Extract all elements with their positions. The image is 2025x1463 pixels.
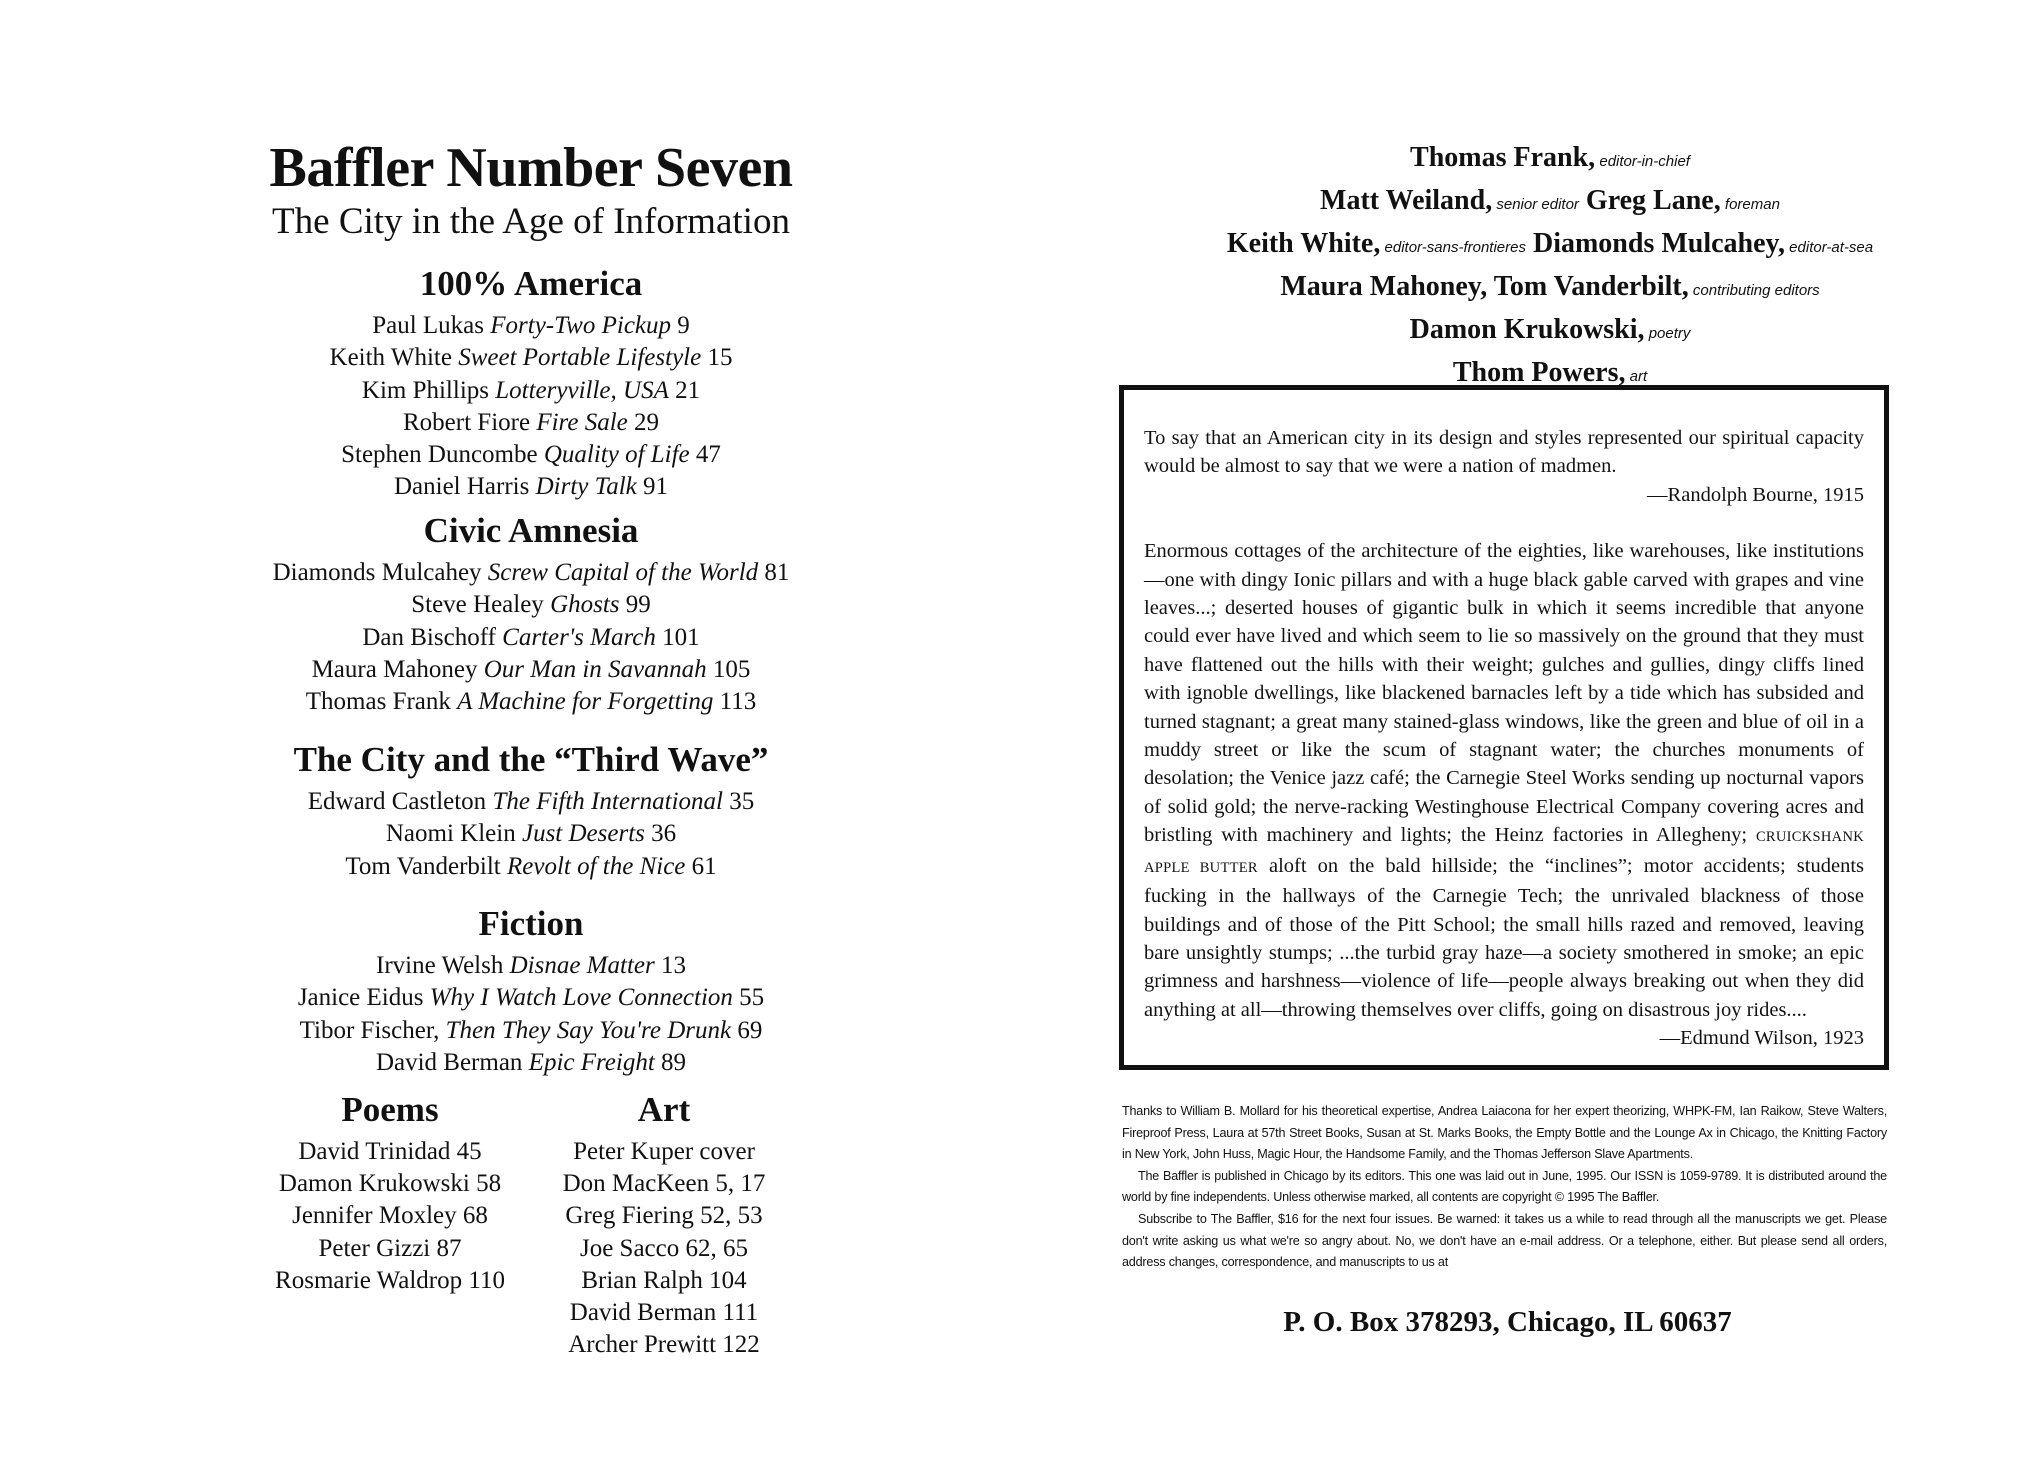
toc-entry — [246, 851, 816, 883]
entry-page: 13 — [660, 952, 686, 979]
staff-role: art — [1625, 368, 1648, 385]
entry-page: 15 — [707, 344, 733, 372]
entry-title: Revolt of the Nice — [507, 852, 686, 880]
entry-title: Epic Freight — [528, 1048, 655, 1076]
staff-name: Keith White, — [1226, 228, 1381, 259]
entry-author: Irvine Welsh — [376, 952, 504, 979]
toc-entry — [246, 589, 816, 621]
staff-role: editor-in-chief — [1595, 153, 1690, 170]
entry-author: Daniel Harris — [393, 473, 530, 501]
entry-page: 69 — [737, 1016, 763, 1044]
entry-page: 9 — [677, 312, 690, 339]
list-item: Jennifer Moxley 68 — [292, 1202, 488, 1230]
epigraph-wilson-text-part1: Enormous cottages of the architecture of the eighties, like warehouses, like institutions—one with dingy Ionic pillars and with a huge black gable carved with grapes and vine leaves...; deserted houses of gigantic bulk in which it seems incredible that anyone could ever have lived and which seem to lie so massively on the ground that they must have flattened out the hills with their weight; gulches and gullies, dingy cliffs lined with ignoble dwellings, like blackened barnacles left by a tide which has subsided and turned stagnant; a great many stained-glass windows, like the green and blue of oil in a muddy street or like the scum of stagnant water; the churches monuments of desolation; the Venice jazz café; the Carnegie Steel Works sending up nocturnal vapors of solid gold; the nerve-racking Westinghouse Electrical Company covering acres and bristling with machinery and lights; the Heinz factories in Allegheny; — [1144, 540, 1864, 847]
entry-title: Quality of Life — [543, 441, 690, 469]
list-item: Joe Sacco 62, 65 — [579, 1234, 749, 1262]
entry-page: 29 — [633, 408, 659, 436]
entry-title: Fire Sale — [536, 408, 628, 436]
entry-title: Screw Capital of the World — [487, 559, 759, 586]
contents-page — [0, 0, 1000, 1463]
entry-page: 81 — [764, 559, 790, 586]
entry-author: Naomi Klein — [385, 820, 516, 848]
staff-role: senior editor — [1492, 196, 1579, 213]
entry-author: Tibor Fischer, — [299, 1016, 440, 1044]
epigraph-wilson-text — [1144, 537, 1864, 1024]
toc-entry — [246, 310, 816, 342]
toc-entry — [246, 471, 816, 503]
epigraph-wilson-text-part2: aloft on the bald hillside; the “inclines”; motor accidents; students fucking in the hallways of the Carnegie Tech; the unrivaled blackness of those buildings and of those of the Pitt School; the small hills razed and removed, leaving bare unsightly stumps; ...the turbid gray haze—a society smothered in smoke; an epic grimness and harshness—violence of life—people always breaking out when they did anything at all—throwing themselves over cliffs, going on disastrous joy rides.... — [1144, 854, 1864, 1021]
toc-section — [246, 904, 816, 1079]
toc-entry — [246, 686, 816, 718]
toc-entry — [246, 950, 816, 982]
entry-author: Thomas Frank — [305, 688, 451, 716]
epigraph-wilson-attribution: —Edmund Wilson, 1923 — [1659, 1027, 1864, 1050]
entry-title: Why I Watch Love Connection — [429, 984, 733, 1012]
entry-author: Keith White — [329, 344, 452, 372]
toc-entry — [246, 1015, 816, 1047]
epigraph-bourne-text: To say that an American city in its design and styles represented our spiritual capacity would be almost to say that we were a nation of madmen. — [1144, 427, 1864, 478]
list-item: Don MacKeen 5, 17 — [562, 1170, 766, 1198]
list-item: Brian Ralph 104 — [581, 1266, 747, 1294]
entry-title: A Machine for Forgetting — [457, 688, 714, 716]
issue-subtitle: The City in the Age of Information — [272, 201, 790, 242]
staff-name: Maura Mahoney, Tom Vanderbilt, — [1280, 271, 1689, 302]
list-item: David Berman 111 — [569, 1299, 759, 1327]
toc-entry — [246, 557, 816, 589]
art-heading: Art — [637, 1090, 691, 1129]
poems-heading: Poems — [341, 1090, 439, 1129]
entry-author: Edward Castleton — [307, 788, 487, 815]
masthead-row — [1100, 267, 2000, 310]
list-item: Damon Krukowski 58 — [278, 1170, 502, 1198]
staff-name: Diamonds Mulcahey, — [1532, 228, 1786, 259]
entry-author: Robert Fiore — [403, 408, 531, 436]
entry-title: Lotteryville, USA — [495, 376, 669, 404]
entry-title: Just Deserts — [521, 820, 645, 848]
entry-page: 61 — [691, 852, 717, 880]
list-item: Peter Gizzi 87 — [318, 1234, 462, 1262]
toc-entry — [246, 439, 816, 471]
masthead-row — [1100, 310, 2000, 353]
toc-entry — [246, 622, 816, 654]
entry-page: 99 — [625, 591, 651, 619]
magazine-title: Baffler Number Seven — [269, 137, 793, 199]
entry-author: Janice Eidus — [297, 984, 424, 1012]
section-heading: Civic Amnesia — [423, 511, 639, 550]
section-heading: 100% America — [419, 264, 643, 303]
section-heading: Fiction — [478, 904, 584, 943]
epigraph-box — [1119, 385, 1889, 1070]
staff-role: contributing editors — [1688, 282, 1820, 299]
masthead — [1100, 138, 2000, 396]
subscribe-paragraph: Subscribe to The Baffler, $16 for the next four issues. Be warned: it takes us a while to read through all the manuscripts we get. Please don't write asking us what we're so angry about. No, we don't have an e-mail address. Or a telephone, either. But please send all orders, address changes, correspondence, and manuscripts to us at — [1122, 1211, 1887, 1270]
toc-section — [246, 511, 816, 718]
entry-title: Disnae Matter — [509, 952, 655, 979]
entry-page: 35 — [729, 788, 755, 815]
entry-author: Tom Vanderbilt — [345, 852, 501, 880]
list-item: Peter Kuper cover — [573, 1138, 755, 1165]
entry-author: Maura Mahoney — [311, 655, 478, 683]
entry-author: Steve Healey — [411, 591, 544, 619]
list-item: David Trinidad 45 — [298, 1138, 482, 1165]
art-column — [534, 1090, 794, 1361]
masthead-row — [1100, 138, 2000, 181]
entry-author: Stephen Duncombe — [341, 441, 538, 469]
masthead-row — [1100, 224, 2000, 267]
staff-role: poetry — [1644, 325, 1691, 342]
toc-entry — [246, 654, 816, 686]
toc-entry — [246, 786, 816, 818]
staff-name: Thom Powers, — [1452, 357, 1626, 388]
entry-page: 55 — [739, 984, 765, 1012]
art-list — [534, 1136, 794, 1361]
entry-author: Paul Lukas — [372, 312, 485, 339]
credits-block — [1122, 1101, 1887, 1274]
entry-title: Ghosts — [550, 591, 620, 619]
staff-name: Damon Krukowski, — [1409, 314, 1645, 345]
section-heading: The City and the “Third Wave” — [293, 740, 769, 779]
entry-title: The Fifth International — [492, 788, 723, 815]
list-item: Rosmarie Waldrop 110 — [275, 1266, 505, 1294]
toc-entry — [246, 818, 816, 850]
thanks-paragraph: Thanks to William B. Mollard for his theoretical expertise, Andrea Laiacona for her expert theorizing, WHPK-FM, Ian Raikow, Steve Walters, Fireproof Press, Laura at 57th Street Books, Susan at St. Marks Books, the Empty Bottle and the Lounge Ax in Chicago, the Knitting Factory in New York, John Huss, Magic Hour, the Handsome Family, and the Thomas Jefferson Slave Apartments. — [1122, 1104, 1887, 1162]
masthead-page — [1100, 0, 2000, 1463]
entry-title: Sweet Portable Lifestyle — [458, 344, 702, 372]
entry-page: 36 — [651, 820, 677, 848]
list-item: Greg Fiering 52, 53 — [565, 1202, 763, 1230]
list-item: Archer Prewitt 122 — [568, 1331, 760, 1359]
masthead-row — [1100, 181, 2000, 224]
entry-author: Dan Bischoff — [362, 623, 496, 651]
entry-page: 91 — [643, 473, 669, 501]
entry-title: Dirty Talk — [535, 473, 637, 501]
epigraph-bourne-attribution: —Randolph Bourne, 1915 — [1647, 483, 1864, 506]
toc-entry — [246, 407, 816, 439]
toc-entry — [246, 982, 816, 1014]
entry-title: Then They Say You're Drunk — [445, 1016, 732, 1044]
poems-list — [260, 1136, 520, 1297]
staff-name: Thomas Frank, — [1410, 142, 1596, 173]
entry-page: 101 — [662, 623, 700, 651]
toc-entry — [246, 1047, 816, 1079]
entry-author: Diamonds Mulcahey — [272, 559, 482, 586]
staff-name: Greg Lane, — [1585, 185, 1721, 216]
poems-column — [260, 1090, 520, 1297]
entry-title: Forty-Two Pickup — [490, 312, 672, 339]
entry-author: Kim Phillips — [361, 376, 490, 404]
staff-role: editor-sans-frontieres — [1380, 239, 1526, 256]
entry-title: Our Man in Savannah — [483, 655, 707, 683]
toc-section — [246, 264, 816, 504]
entry-page: 21 — [675, 376, 701, 404]
publication-paragraph: The Baffler is published in Chicago by its editors. This one was laid out in June, 1995. Our ISSN is 1059-9789. It is distributed around the world by fine independents. Unless otherwise marked, all contents are copyright © 1995 The Baffler. — [1122, 1168, 1887, 1205]
entry-page: 89 — [661, 1048, 687, 1076]
staff-role: foreman — [1720, 196, 1780, 213]
staff-name: Matt Weiland, — [1320, 185, 1493, 216]
toc-entry — [246, 375, 816, 407]
toc-section — [246, 740, 816, 883]
mailing-address: P. O. Box 378293, Chicago, IL 60637 — [1283, 1306, 1732, 1338]
epigraph-smallcaps-phrase: CRUICKSHANK APPLE BUTTER — [1144, 829, 1864, 876]
entry-author: David Berman — [375, 1048, 523, 1076]
entry-page: 105 — [712, 655, 751, 683]
entry-title: Carter's March — [502, 623, 656, 651]
entry-page: 113 — [719, 688, 757, 716]
toc-entry — [246, 342, 816, 374]
entry-page: 47 — [695, 441, 721, 469]
staff-role: editor-at-sea — [1785, 239, 1874, 256]
